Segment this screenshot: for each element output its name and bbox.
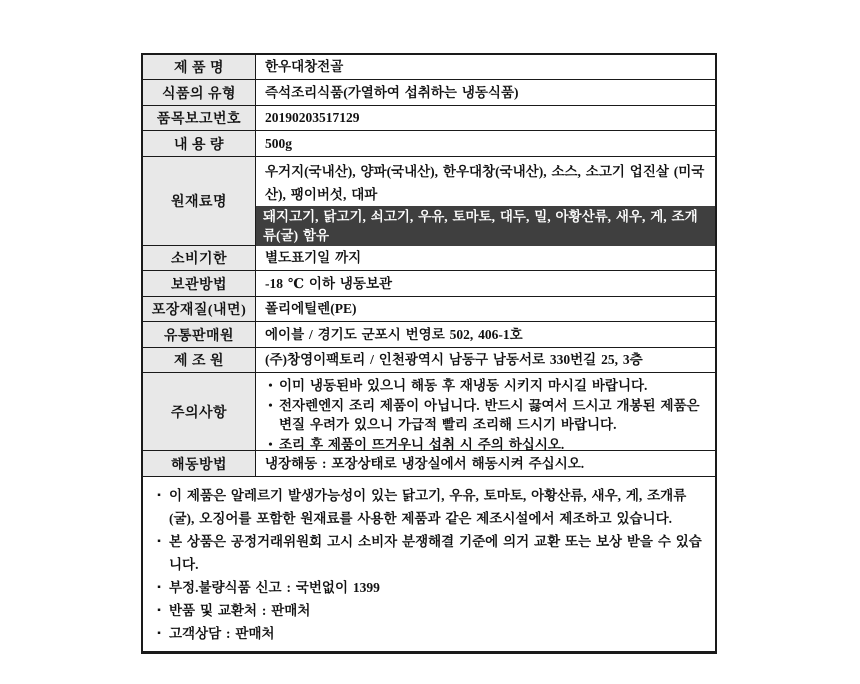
- distributor-label: 유통판매원: [143, 322, 256, 347]
- note-item: [149, 576, 705, 599]
- manufacturer-value: (주)창영이팩토리 / 인천광역시 남동구 남동서로 330번길 25, 3층: [265, 352, 643, 368]
- row-net-weight: [143, 131, 715, 157]
- square-bullet-icon: ▪: [157, 490, 161, 501]
- manufacturer-label: 제 조 원: [143, 348, 256, 372]
- storage-value: -18 ℃ 이하 냉동보관: [265, 275, 393, 291]
- note-item: [149, 484, 705, 530]
- row-cautions: [143, 373, 715, 451]
- ingredients-main-text: 우거지(국내산), 양파(국내산), 한우대창(국내산), 소스, 소고기 업진살 (미국산), 팽이버섯, 대파: [265, 164, 705, 202]
- row-food-type: [143, 80, 715, 106]
- row-ingredients: [143, 157, 715, 246]
- caution-item: [262, 376, 707, 396]
- square-bullet-icon: ▪: [157, 628, 161, 639]
- ingredients-value: [256, 157, 715, 245]
- thawing-label: 해동방법: [143, 451, 256, 476]
- row-report-number: [143, 106, 715, 131]
- square-bullet-icon: ▪: [157, 605, 161, 616]
- net-weight-value: 500g: [265, 135, 292, 151]
- net-weight-label: 내 용 량: [143, 131, 256, 156]
- cautions-label: 주의사항: [143, 373, 256, 450]
- row-product-name: [143, 55, 715, 80]
- round-bullet-icon: •: [268, 436, 273, 451]
- note-text: 본 상품은 공정거래위원회 고시 소비자 분쟁해결 기준에 의거 교환 또는 보상 받을 수 있습니다.: [169, 534, 702, 572]
- row-thawing: [143, 451, 715, 477]
- footer-notes-list: [149, 484, 705, 645]
- shelf-life-label: 소비기한: [143, 246, 256, 270]
- row-packaging: [143, 297, 715, 322]
- cautions-list: [256, 373, 715, 454]
- caution-text: 이미 냉동된바 있으니 해동 후 재냉동 시키지 마시길 바랍니다.: [279, 378, 648, 393]
- report-number-value: 20190203517129: [265, 110, 360, 126]
- row-shelf-life: [143, 246, 715, 271]
- note-text: 이 제품은 알레르기 발생가능성이 있는 닭고기, 우유, 토마토, 아황산류, 새우, 게, 조개류(굴), 오징어를 포함한 원재료를 사용한 제품과 같은 제조시설에서 제조하고 있습니다.: [169, 488, 687, 526]
- row-storage: [143, 271, 715, 297]
- row-footer-notes: [143, 477, 715, 651]
- food-type-label: 식품의 유형: [143, 80, 256, 105]
- allergen-highlight-band: 돼지고기, 닭고기, 쇠고기, 우유, 토마토, 대두, 밀, 아황산류, 새우, 게, 조개류(굴) 함유: [256, 206, 715, 246]
- round-bullet-icon: •: [268, 378, 273, 392]
- ingredients-label: 원재료명: [143, 157, 256, 245]
- shelf-life-value: 별도표기일 까지: [265, 250, 362, 266]
- thawing-value: 냉장해동 : 포장상태로 냉장실에서 해동시켜 주십시오.: [265, 455, 585, 471]
- packaging-label: 포장재질(내면): [143, 297, 256, 321]
- cautions-value: [256, 373, 715, 450]
- report-number-label: 품목보고번호: [143, 106, 256, 130]
- product-name-value: 한우대창전골: [265, 59, 344, 75]
- caution-item: [262, 396, 707, 435]
- storage-label: 보관방법: [143, 271, 256, 296]
- note-text: 부정.불량식품 신고 : 국번없이 1399: [169, 580, 380, 595]
- square-bullet-icon: ▪: [157, 582, 161, 593]
- distributor-value: 에이블 / 경기도 군포시 번영로 502, 406-1호: [265, 326, 523, 342]
- row-distributor: [143, 322, 715, 348]
- square-bullet-icon: ▪: [157, 536, 161, 547]
- note-item: [149, 599, 705, 622]
- product-spec-table: [141, 53, 717, 654]
- caution-text: 전자렌엔지 조리 제품이 아닙니다. 반드시 끓여서 드시고 개봉된 제품은 변질 우려가 있으니 가급적 빨리 조리해 드시기 바랍니다.: [279, 397, 700, 432]
- round-bullet-icon: •: [268, 397, 273, 412]
- food-type-value: 즉석조리식품(가열하여 섭취하는 냉동식품): [265, 84, 519, 100]
- footer-notes-cell: [143, 477, 715, 651]
- row-manufacturer: [143, 348, 715, 373]
- note-text: 반품 및 교환처 : 판매처: [169, 603, 311, 618]
- packaging-value: 폴리에틸렌(PE): [265, 301, 357, 317]
- caution-text: 조리 후 제품이 뜨거우니 섭취 시 주의 하십시오.: [279, 436, 565, 452]
- note-item: [149, 622, 705, 645]
- note-item: [149, 530, 705, 576]
- product-name-label: 제 품 명: [143, 55, 256, 79]
- note-text: 고객상담 : 판매처: [169, 626, 275, 641]
